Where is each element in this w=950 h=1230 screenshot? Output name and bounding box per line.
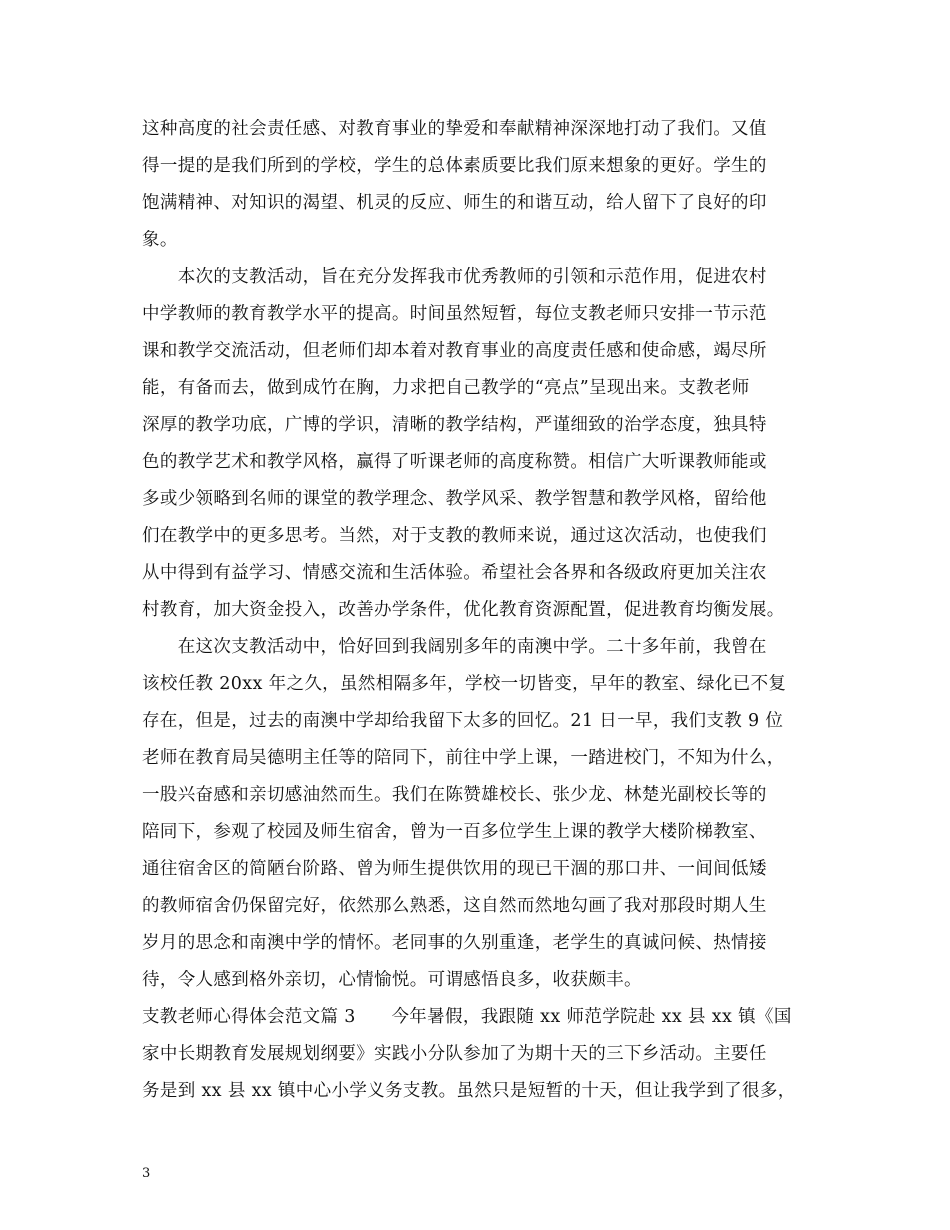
- text-line: 得一提的是我们所到的学校，学生的总体素质要比我们原来想象的更好。学生的: [142, 156, 767, 176]
- text-line: 存在，但是，过去的南澳中学却给我留下太多的回忆。21 日一早，我们支教 9 位: [142, 711, 784, 731]
- text-line: 村教育，加大资金投入，改善办学条件，优化教育资源配置，促进教育均衡发展。: [142, 600, 785, 620]
- text-line: 深厚的教学功底，广博的学识，清晰的教学结构，严谨细致的治学态度，独具特: [142, 415, 767, 435]
- text-line: 饱满精神、对知识的渴望、机灵的反应、师生的和谐互动，给人留下了良好的印: [142, 193, 767, 213]
- text-line: 陪同下，参观了校园及师生宿舍，曾为一百多位学生上课的教学大楼阶梯教室、: [142, 822, 767, 842]
- text-line: 中学教师的教育教学水平的提高。时间虽然短暂，每位支教老师只安排一节示范: [142, 304, 767, 324]
- text-line: 课和教学交流活动，但老师们却本着对教育事业的高度责任感和使命感，竭尽所: [142, 341, 767, 361]
- page-number: 3: [142, 1166, 151, 1181]
- text-line: 能，有备而去，做到成竹在胸，力求把自己教学的“亮点”呈现出来。支教老师: [142, 378, 750, 398]
- body-text: [142, 111, 832, 1110]
- text-line: 这种高度的社会责任感、对教育事业的挚爱和奉献精神深深地打动了我们。又值: [142, 119, 767, 139]
- text-line: 从中得到有益学习、情感交流和生活体验。希望社会各界和各级政府更加关注农: [142, 563, 767, 583]
- text-line: 色的教学艺术和教学风格，赢得了听课老师的高度称赞。相信广大听课教师能或: [142, 452, 767, 472]
- text-line: 通往宿舍区的简陋台阶路、曾为师生提供饮用的现已干涸的那口井、一间间低矮: [142, 859, 767, 879]
- text-line: 的教师宿舍仍保留完好，依然那么熟悉，这自然而然地勾画了我对那段时期人生: [142, 896, 767, 916]
- text-line: 本次的支教活动，旨在充分发挥我市优秀教师的引领和示范作用，促进农村: [142, 267, 767, 287]
- text-line: 务是到 xx 县 xx 镇中心小学义务支教。虽然只是短暂的十天，但让我学到了很多，: [142, 1081, 796, 1101]
- text-line: 该校任教 20xx 年之久，虽然相隔多年，学校一切皆变，早年的教室、绿化已不复: [142, 674, 787, 694]
- text-line: 老师在教育局吴德明主任等的陪同下，前往中学上课，一踏进校门，不知为什么，: [142, 748, 785, 768]
- text-line: 一股兴奋感和亲切感油然而生。我们在陈赞雄校长、张少龙、林楚光副校长等的: [142, 785, 767, 805]
- text-line: 象。: [142, 230, 178, 250]
- text-line: 家中长期教育发展规划纲要》实践小分队参加了为期十天的三下乡活动。主要任: [142, 1044, 767, 1064]
- text-line: 多或少领略到名师的课堂的教学理念、教学风采、教学智慧和教学风格，留给他: [142, 489, 767, 509]
- text-line: 待，令人感到格外亲切，心情愉悦。可谓感悟良多，收获颇丰。: [142, 970, 642, 990]
- text-line: 在这次支教活动中，恰好回到我阔别多年的南澳中学。二十多年前，我曾在: [142, 637, 767, 657]
- text-line: 们在教学中的更多思考。当然，对于支教的教师来说，通过这次活动，也使我们: [142, 526, 767, 546]
- text-line: 支教老师心得体会范文篇 3 今年暑假，我跟随 xx 师范学院赴 xx 县 xx 镇《国: [142, 1007, 792, 1027]
- text-line: 岁月的思念和南澳中学的情怀。老同事的久别重逢，老学生的真诚问候、热情接: [142, 933, 767, 953]
